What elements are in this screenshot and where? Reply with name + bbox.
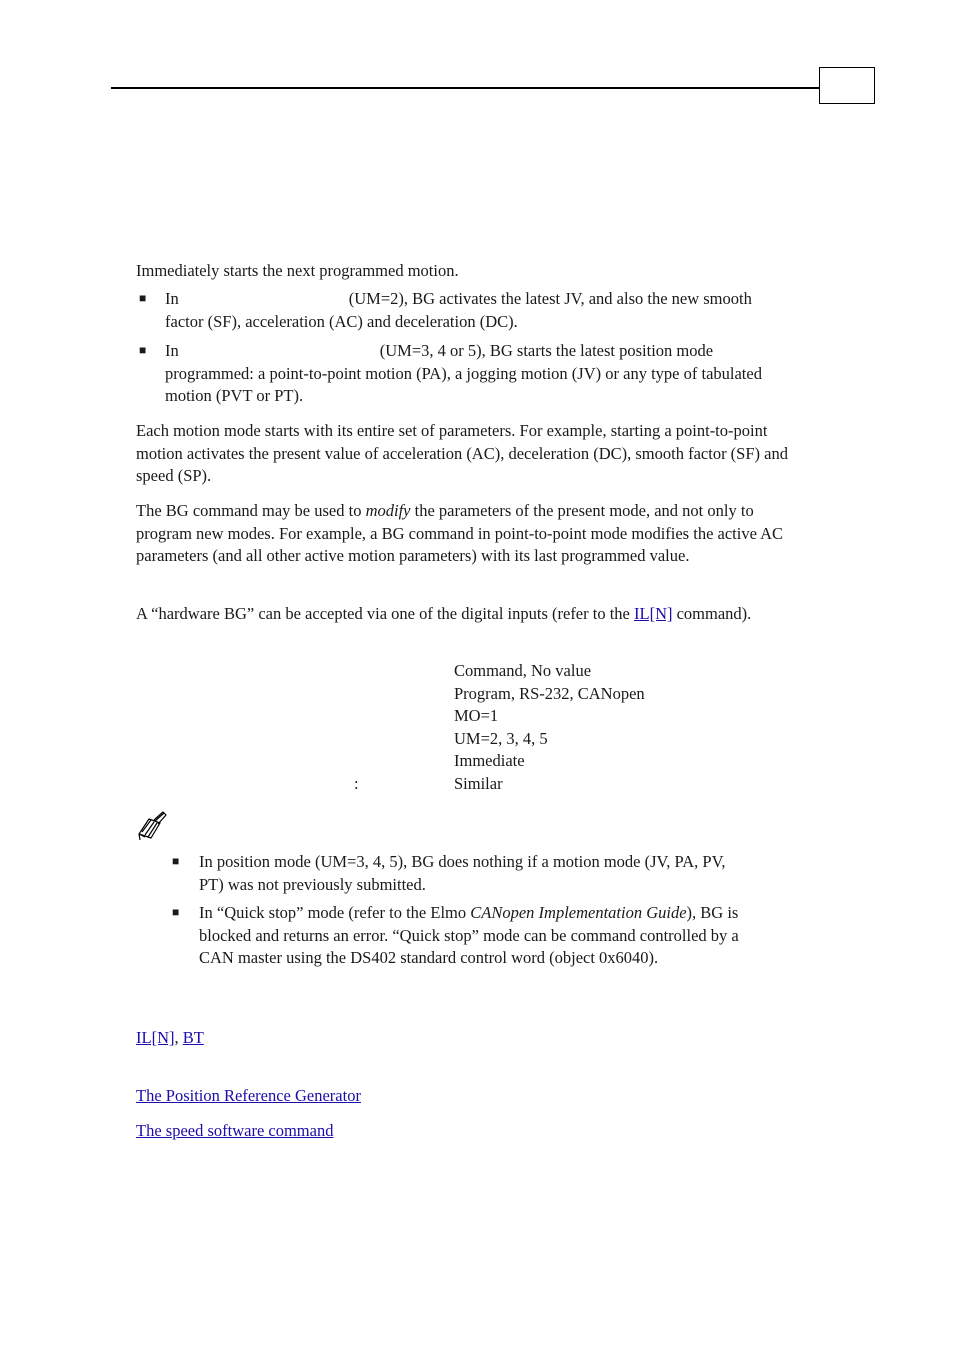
guide-title-emphasis: CANopen Implementation Guide [470,903,687,922]
modify-emphasis: modify [365,501,411,520]
speed-software-command-link[interactable]: The speed software command [136,1121,334,1140]
bullet-lead: In [165,341,179,360]
related-link-row [136,1120,333,1143]
paragraph-motion-parameters: Each motion mode starts with its entire set of parameters. For example, starting a point-to-point motion activates the present value of acceleration (AC), deceleration (DC), smooth factor (SF) and speed (SP). [136,421,788,485]
bullet-item-velocity-mode [136,288,776,333]
intro-text: Immediately starts the next programmed motion. [136,261,459,280]
attribute-row [136,660,796,683]
bt-see-also-link[interactable]: BT [182,1028,204,1047]
see-also-links: IL[N], BT [136,1028,204,1047]
paragraph-hardware-bg: A “hardware BG” can be accepted via one of the digital inputs (refer to the IL[N] command). [136,604,752,623]
attribute-value: Program, RS-232, CANopen [454,684,645,703]
square-bullet-icon: ■ [139,343,147,357]
attribute-row [136,773,796,796]
note-pencil-icon [136,810,168,842]
header-rule [111,87,820,89]
attribute-row [136,728,796,751]
square-bullet-icon: ■ [172,854,180,868]
attribute-value: UM=2, 3, 4, 5 [454,729,548,748]
attribute-separator: : [354,774,359,793]
square-bullet-icon: ■ [139,291,147,305]
related-link-row [136,1085,361,1108]
note-item-quick-stop: ■ In “Quick stop” mode (refer to the Elmo CANopen Implementation Guide), BG is blocked and returns an error. “Quick stop” mode can be command controlled by a CAN master using the DS402 standard control word (object 0x6040). [172,903,739,967]
attribute-row [136,683,796,706]
page-number-box [819,67,875,104]
il-n-link[interactable]: IL[N] [634,604,673,623]
il-n-see-also-link[interactable]: IL[N] [136,1028,175,1047]
bullet-text: (UM=2), BG activates the latest JV, and also the new smooth factor (SF), acceleration (AC) and deceleration (DC). [165,289,752,331]
attribute-value: Immediate [454,751,525,770]
note-item-position-mode: ■ In position mode (UM=3, 4, 5), BG does nothing if a motion mode (JV, PA, PV, PT) was not previously submitted. [172,852,726,894]
attribute-row [136,705,796,728]
bullet-text: (UM=3, 4 or 5), BG starts the latest position mode programmed: a point-to-point motion (PA), a jogging motion (JV) or any type of tabulated motion (PVT or PT). [165,341,762,405]
position-reference-generator-link[interactable]: The Position Reference Generator [136,1086,361,1105]
bullet-lead: In [165,289,179,308]
attribute-value: MO=1 [454,706,499,725]
square-bullet-icon: ■ [172,905,180,919]
paragraph-modify: The BG command may be used to modify the parameters of the present mode, and not only to program new modes. For example, a BG command in point-to-point mode modifies the active AC parameters (and all other active motion parameters) with its last programmed value. [136,501,784,565]
attribute-value: Similar [454,774,503,793]
attribute-value: Command, No value [454,661,592,680]
bullet-item-position-mode [136,340,776,408]
attribute-row [136,750,796,773]
